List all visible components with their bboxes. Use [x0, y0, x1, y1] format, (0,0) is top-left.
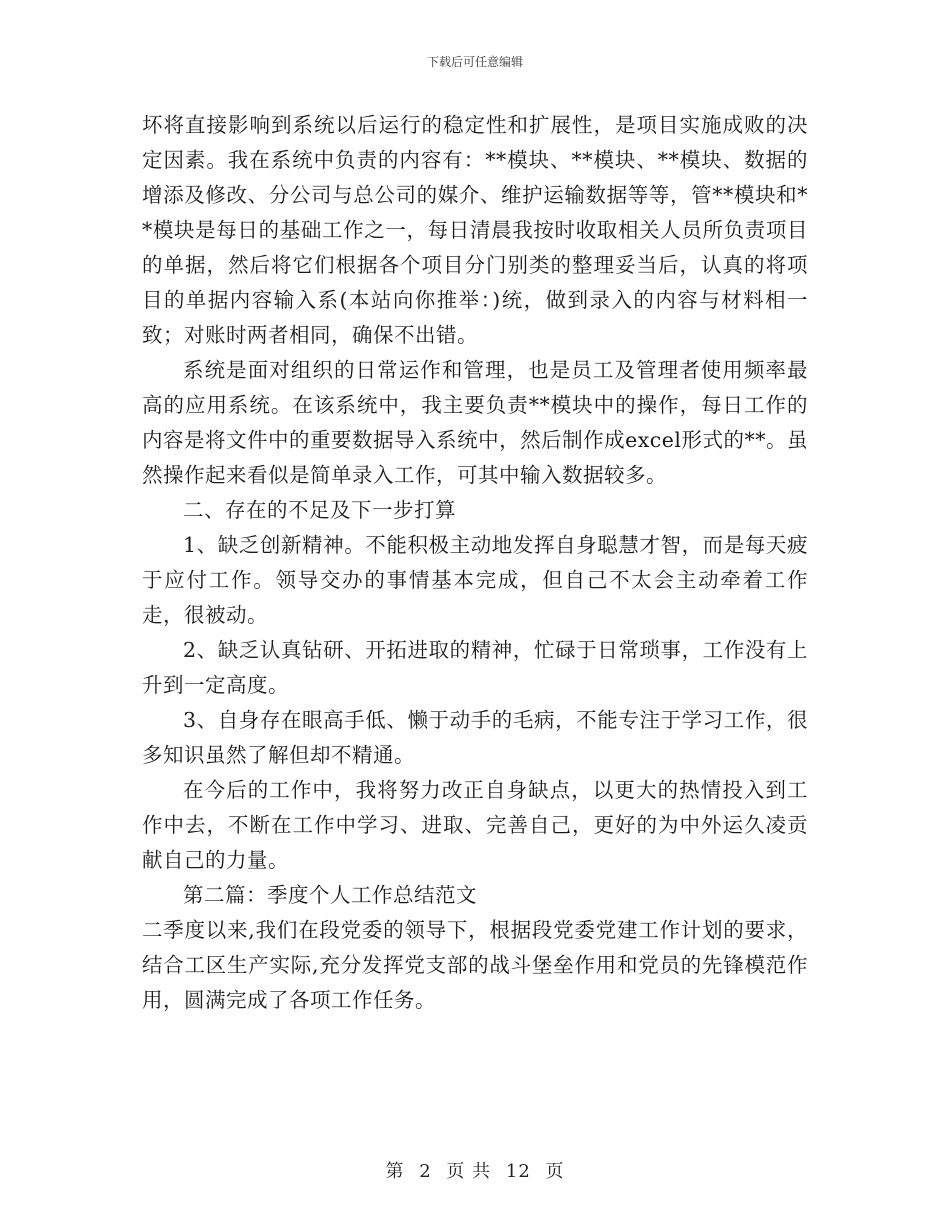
current-page-number: 2	[419, 1161, 432, 1182]
list-item-3: 3、自身存在眼高手低、懒于动手的毛病，不能专注于学习工作，很多知识虽然了解但却不精通。	[142, 708, 808, 767]
document-body	[142, 108, 808, 1018]
footer-prefix: 第	[385, 1161, 405, 1182]
footer-middle: 页 共	[446, 1161, 492, 1182]
footer-suffix: 页	[545, 1161, 565, 1182]
paragraph-conclusion: 在今后的工作中，我将努力改正自身缺点，以更大的热情投入到工作中去，不断在工作中学习、进取、完善自己，更好的为中外运久凌贡献自己的力量。	[142, 778, 808, 872]
page-header: 下载后可任意编辑	[426, 55, 523, 69]
list-item-2: 2、缺乏认真钻研、开拓进取的精神，忙碌于日常琐事，工作没有上升到一定高度。	[142, 638, 808, 697]
list-item-1: 1、缺乏创新精神。不能积极主动地发挥自身聪慧才智，而是每天疲于应付工作。领导交办的事情基本完成，但自己不太会主动牵着工作走，很被动。	[142, 533, 808, 627]
section-heading-2: 二、存在的不足及下一步打算	[183, 498, 456, 522]
paragraph-1: 坏将直接影响到系统以后运行的稳定性和扩展性，是项目实施成败的决定因素。我在系统中负责的内容有：**模块、**模块、**模块、数据的增添及修改、分公司与总公司的媒介、维护运输数据等等，管**模块和**模块是每日的基础工作之一，每日清晨我按时收取相关人员所负责项目的单据，然后将它们根据各个项目分门别类的整理妥当后，认真的将项目的单据内容输入系(本站向你推举：)统，做到录入的内容与材料相一致；对账时两者相同，确保不出错。	[142, 113, 808, 347]
paragraph-chapter-intro: 二季度以来,我们在段党委的领导下，根据段党委党建工作计划的要求，结合工区生产实际,充分发挥党支部的战斗堡垒作用和党员的先锋模范作用，圆满完成了各项工作任务。	[142, 918, 808, 1012]
total-page-count: 12	[505, 1161, 531, 1182]
chapter-title: 第二篇：季度个人工作总结范文	[183, 883, 477, 907]
page-footer	[0, 1157, 950, 1183]
paragraph-2: 系统是面对组织的日常运作和管理，也是员工及管理者使用频率最高的应用系统。在该系统中，我主要负责**模块中的操作，每日工作的内容是将文件中的重要数据导入系统中，然后制作成excel形式的**。虽然操作起来看似是简单录入工作，可其中输入数据较多。	[142, 358, 808, 487]
